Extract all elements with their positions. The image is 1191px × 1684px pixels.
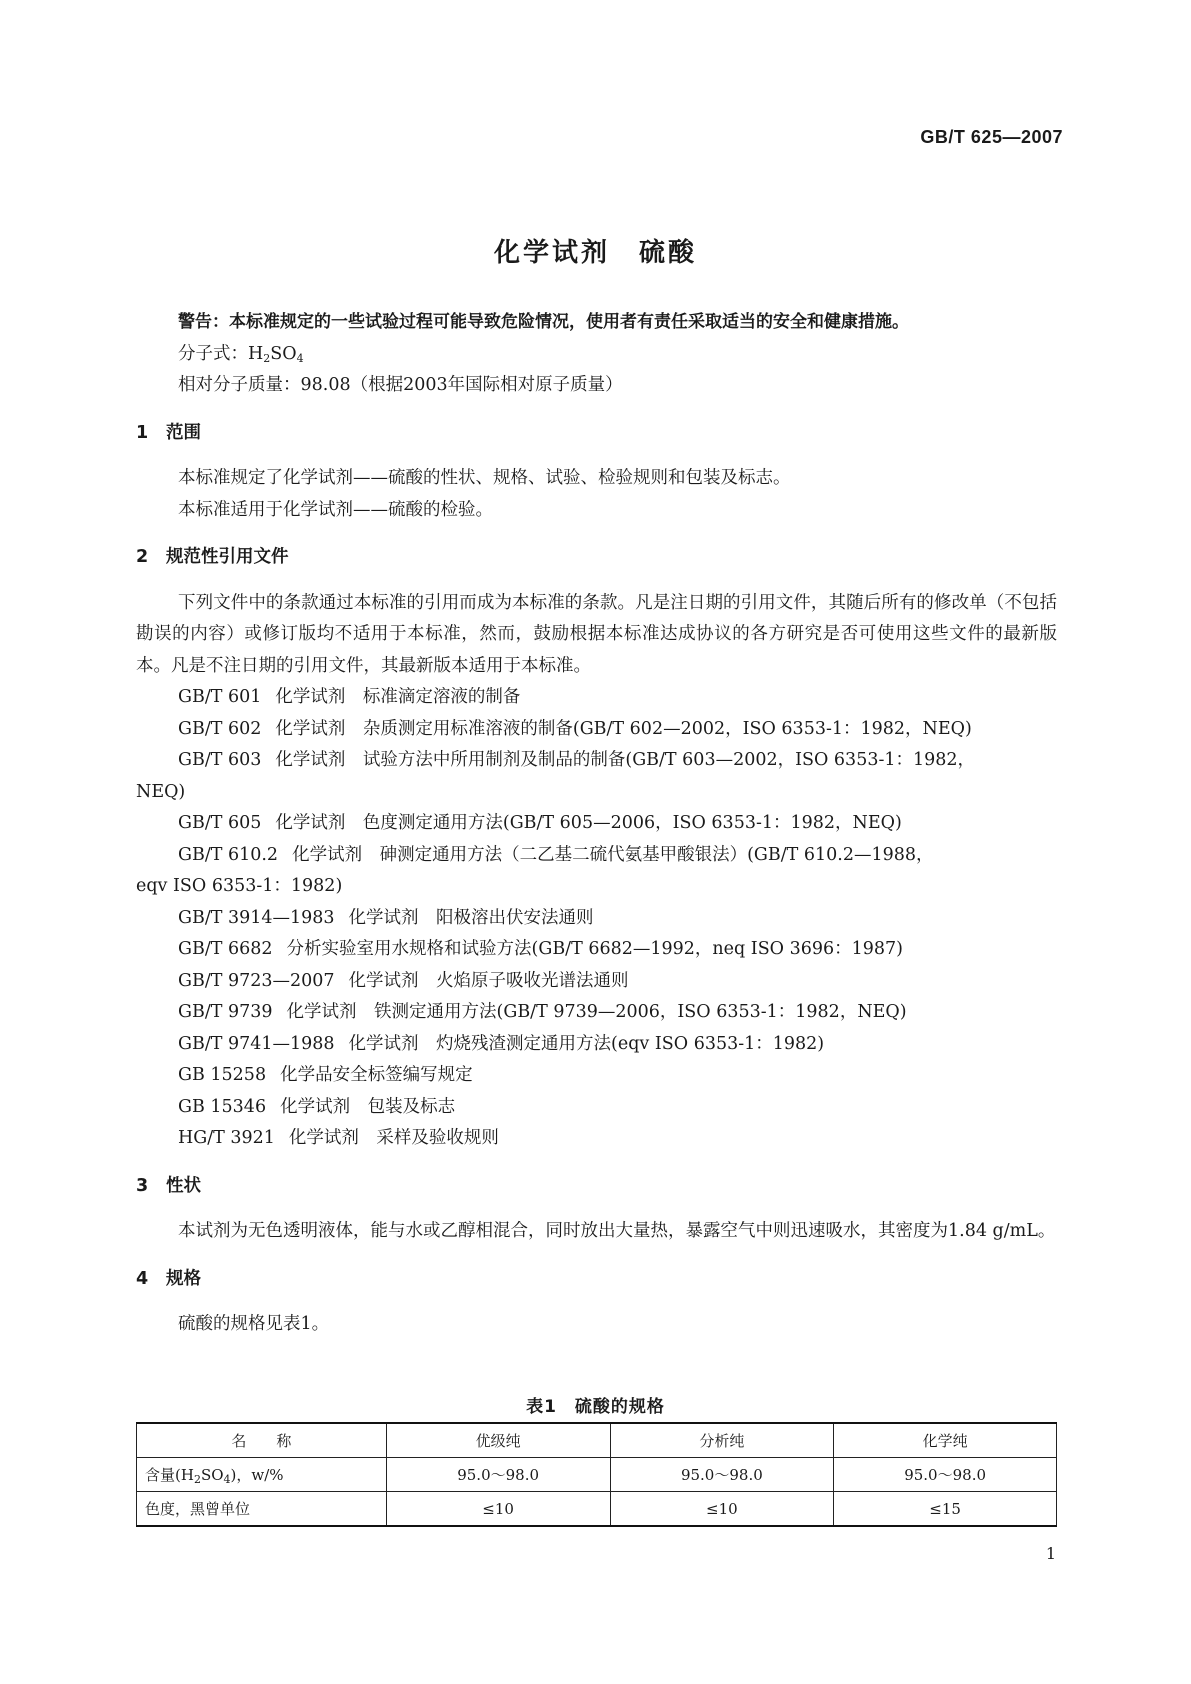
formula-label: 分子式： (178, 343, 248, 364)
table-cell: ≤15 (834, 1492, 1057, 1527)
table-header-cell: 分析纯 (610, 1423, 834, 1458)
section-number: 2 (136, 547, 149, 567)
reference-item (136, 1123, 1057, 1155)
reference-code: GB/T 601 (178, 687, 262, 707)
reference-text: 分析实验室用水规格和试验方法(GB/T 6682—1992，neq ISO 3696：1987) (286, 939, 903, 959)
table-cell: 95.0～98.0 (610, 1458, 834, 1492)
paragraph: 本试剂为无色透明液体，能与水或乙醇相混合，同时放出大量热，暴露空气中则迅速吸水，其密度为1.84 g/mL。 (178, 1221, 1056, 1241)
reference-code: GB 15258 (178, 1065, 267, 1085)
reference-text: 化学试剂 试验方法中所用制剂及制品的制备(GB/T 603—2002，ISO 6353-1：1982， (275, 750, 976, 770)
table-cell: 95.0～98.0 (386, 1458, 610, 1492)
reference-item (136, 682, 1057, 714)
table-cell: ≤10 (386, 1492, 610, 1527)
reference-text: 化学试剂 砷测定通用方法（二乙基二硫代氨基甲酸银法）(GB/T 610.2—1988， (292, 844, 934, 865)
reference-code: GB/T 610.2 (178, 844, 279, 865)
reference-text: 化学试剂 灼烧残渣测定通用方法(eqv ISO 6353-1：1982) (348, 1033, 825, 1054)
reference-code: GB/T 9723—2007 (178, 970, 335, 991)
reference-item (136, 840, 1057, 903)
table-header-cell: 化学纯 (834, 1423, 1057, 1458)
table-cell-name: 色度，黑曾单位 (137, 1492, 387, 1527)
section-number: 4 (136, 1268, 149, 1289)
page-number: 1 (1045, 1544, 1056, 1563)
formula-h-sub: 2 (263, 351, 271, 365)
formula-so-sub: 4 (296, 351, 304, 365)
name-part: SO (200, 1466, 224, 1484)
paragraph: 硫酸的规格见表1。 (178, 1314, 330, 1334)
reference-item (136, 934, 1057, 966)
name-subscript: 2 (193, 1473, 201, 1486)
reference-code: GB/T 9741—1988 (178, 1033, 335, 1054)
molecular-mass: 相对分子质量：98.08（根据2003年国际相对原子质量） (178, 375, 623, 395)
reference-text: 化学试剂 火焰原子吸收光谱法通则 (348, 970, 629, 991)
section-heading-properties (136, 1171, 1057, 1203)
reference-text: 化学试剂 杂质测定用标准溶液的制备(GB/T 602—2002，ISO 6353-1：1982，NEQ) (275, 718, 972, 739)
reference-item (136, 903, 1057, 935)
section-heading-normative-references (136, 542, 1057, 574)
section-title: 性状 (166, 1175, 201, 1196)
reference-text: 化学试剂 色度测定通用方法(GB/T 605—2006，ISO 6353-1：1982，NEQ) (275, 813, 902, 833)
reference-code: GB/T 602 (178, 718, 262, 739)
table-header-row (137, 1423, 1057, 1458)
paragraph: 本标准适用于化学试剂——硫酸的检验。 (178, 499, 493, 520)
table-header-cell: 名 称 (137, 1423, 387, 1458)
name-part: )，w/% (230, 1466, 284, 1484)
reference-item (136, 966, 1057, 998)
formula-h: H (248, 343, 264, 364)
table-cell: ≤10 (610, 1492, 834, 1527)
formula-so: SO (270, 343, 297, 364)
reference-item (136, 1029, 1057, 1061)
reference-text-continued: NEQ) (136, 781, 186, 802)
section-heading-scope (136, 418, 1057, 450)
reference-item (136, 745, 1057, 808)
reference-code: GB/T 603 (178, 750, 262, 770)
reference-code: GB/T 6682 (178, 939, 273, 959)
section-title: 范围 (166, 422, 201, 443)
table-header-cell: 优级纯 (386, 1423, 610, 1458)
molecular-formula (136, 339, 1057, 371)
reference-item (136, 997, 1057, 1029)
reference-item (136, 1060, 1057, 1092)
warning-text: 警告：本标准规定的一些试验过程可能导致危险情况，使用者有责任采取适当的安全和健康措施。 (178, 312, 909, 332)
reference-text: 化学试剂 阳极溶出伏安法通则 (348, 907, 594, 928)
document-title: 化学试剂 硫酸 (493, 238, 697, 268)
reference-text: 化学试剂 包装及标志 (280, 1096, 456, 1117)
section-title: 规范性引用文件 (166, 547, 289, 567)
section-number: 1 (136, 422, 149, 443)
reference-text-continued: eqv ISO 6353-1：1982) (136, 876, 343, 896)
table-cell-name (137, 1458, 387, 1492)
specification-table (136, 1422, 1057, 1527)
standard-code: GB/T 625—2007 (920, 127, 1063, 147)
name-part: 含量(H (145, 1466, 194, 1484)
table-row (137, 1492, 1057, 1527)
reference-code: GB 15346 (178, 1096, 267, 1117)
reference-list (136, 682, 1057, 1155)
paragraph: 下列文件中的条款通过本标准的引用而成为本标准的条款。凡是注日期的引用文件，其随后所有的修改单（不包括勘误的内容）或修订版均不适用于本标准，然而，鼓励根据本标准达成协议的各方研究是否可使用这些文件的最新版本。凡是不注日期的引用文件，其最新版本适用于本标准。 (136, 592, 1057, 676)
reference-text: 化学品安全标签编写规定 (280, 1065, 473, 1085)
reference-item (136, 714, 1057, 746)
table-caption: 表1 硫酸的规格 (526, 1397, 665, 1417)
reference-code: GB/T 9739 (178, 1002, 273, 1022)
section-number: 3 (136, 1175, 149, 1196)
reference-code: HG/T 3921 (178, 1128, 275, 1148)
document-body (136, 307, 1057, 1341)
reference-text: 化学试剂 铁测定通用方法(GB/T 9739—2006，ISO 6353-1：1982，NEQ) (286, 1002, 907, 1022)
name-subscript: 4 (223, 1473, 231, 1486)
table-cell: 95.0～98.0 (834, 1458, 1057, 1492)
reference-code: GB/T 3914—1983 (178, 907, 335, 928)
paragraph: 本标准规定了化学试剂——硫酸的性状、规格、试验、检验规则和包装及标志。 (178, 468, 791, 488)
section-title: 规格 (166, 1268, 201, 1289)
reference-code: GB/T 605 (178, 813, 262, 833)
reference-item (136, 808, 1057, 840)
reference-text: 化学试剂 标准滴定溶液的制备 (275, 687, 521, 707)
table-row (137, 1458, 1057, 1492)
section-heading-specifications (136, 1264, 1057, 1296)
reference-text: 化学试剂 采样及验收规则 (288, 1128, 499, 1148)
reference-item (136, 1092, 1057, 1124)
